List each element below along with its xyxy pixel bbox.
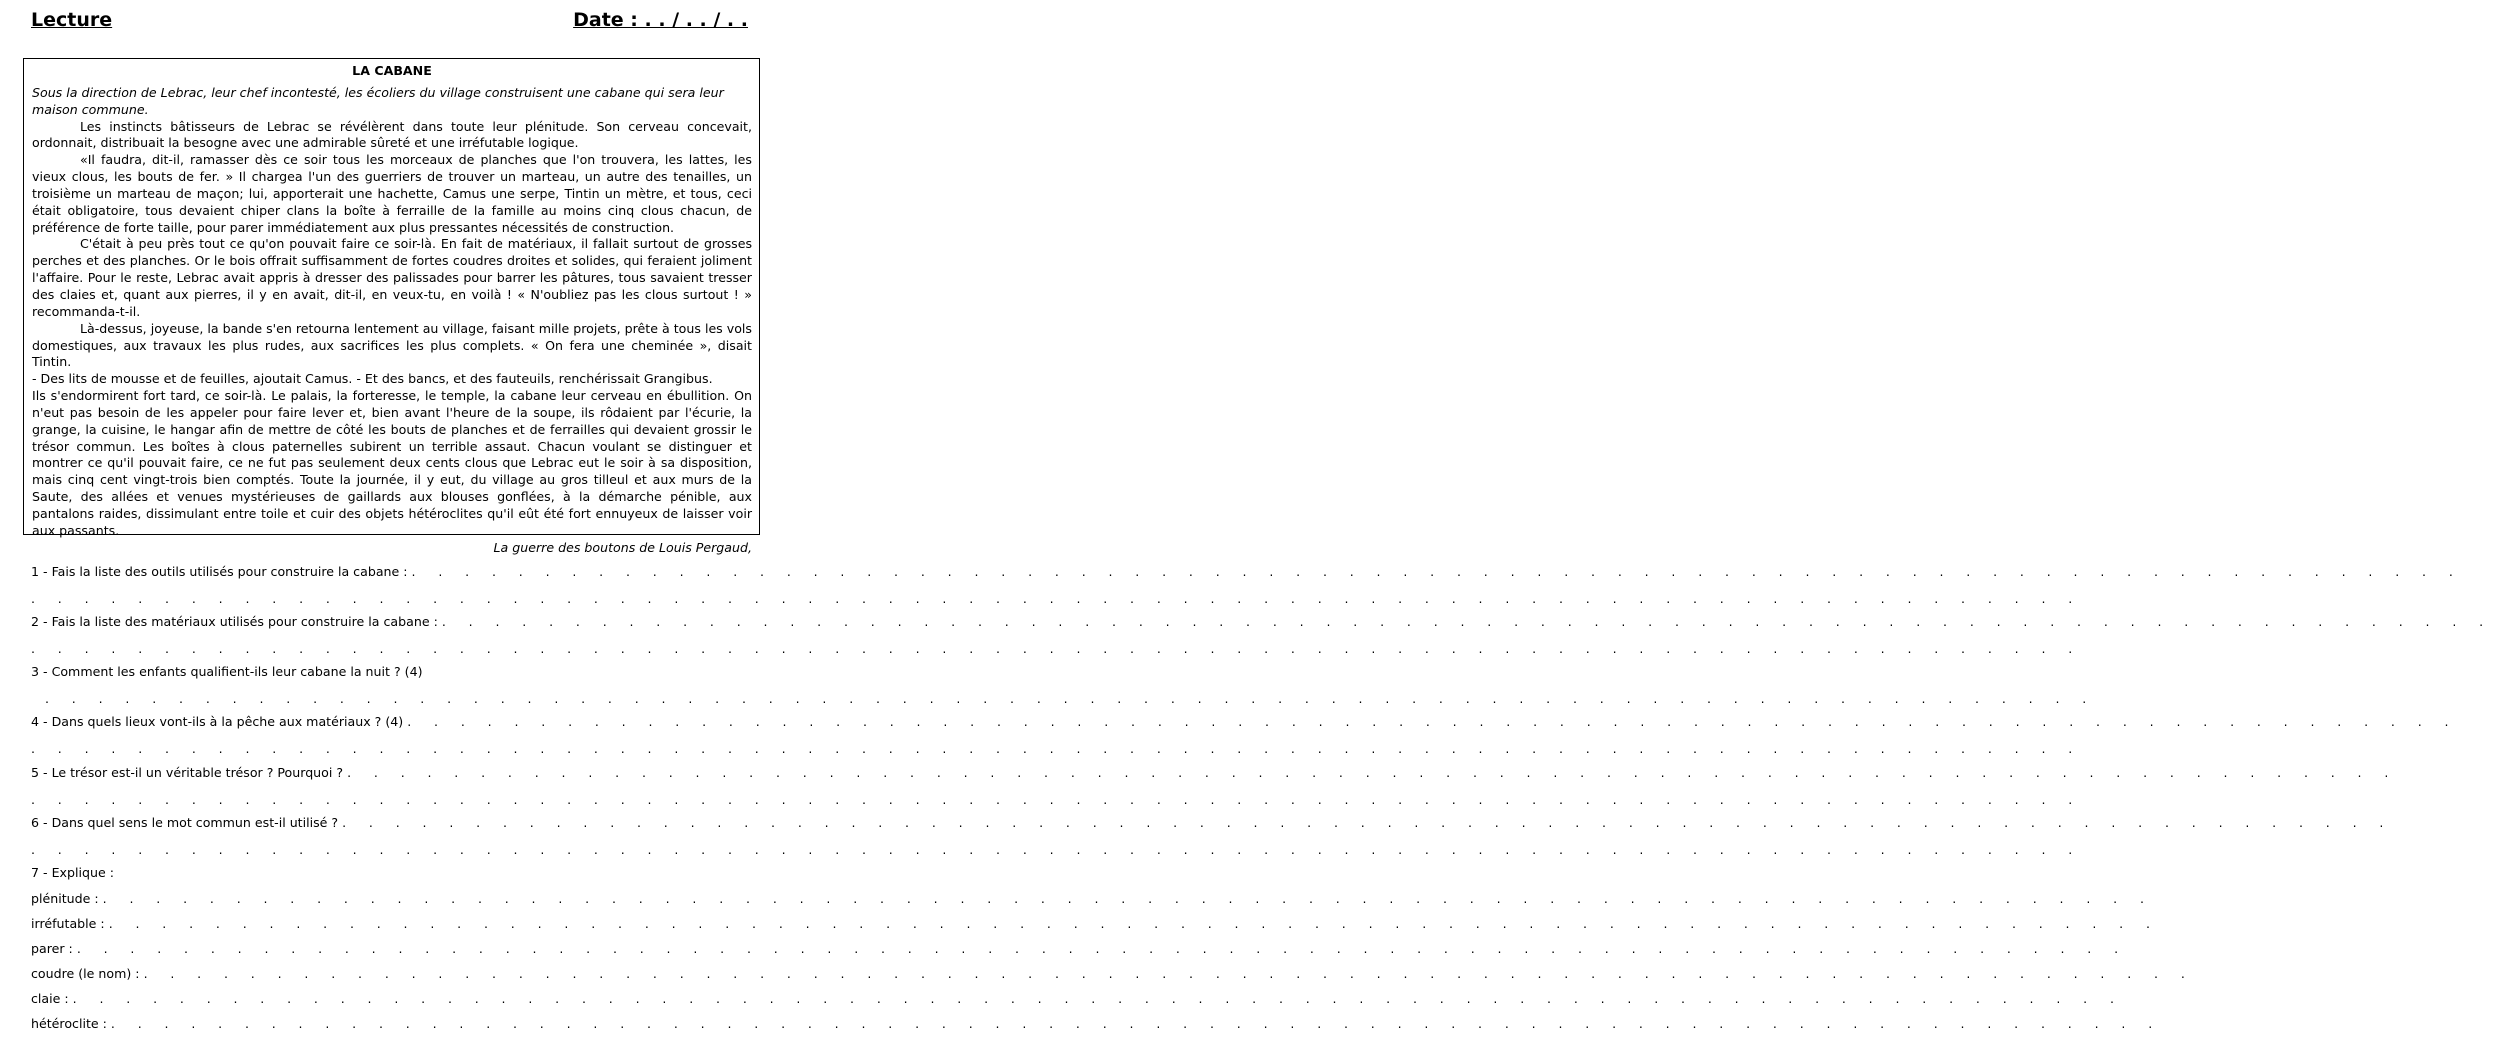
vocab-coudre	[31, 965, 2195, 983]
paragraph-6: Ils s'endormirent fort tard, ce soir-là. Le palais, la forteresse, le temple, la cabane leur cerveau en ébullition. On n'eut pas besoin de les appeler pour faire lever et, bien avant l'heure de la soupe, ils rôdaient par l'écurie, la grange, la cuisine, le hangar afin de mettre de côté les bouts de planches et de ferrailles qui devaient grossir le trésor commun. Les boîtes à clous paternelles subirent un terrible assaut. Chacun voulant se distinguer et montrer ce qu'il pouvait faire, ce ne fut pas seulement deux cents clous que Lebrac eut le soir à sa disposition, mais cinq cent vingt-trois bien comptés. Toute la journée, il y eut, du village au gros tilleul et aux murs de la Saute, des allées et venues mystérieuses de gaillards aux blouses gonflées, à la démarche pénible, aux pantalons raides, dissimulant entre toile et cuir des objets hétéroclites qu'il eût été fort ennuyeux de laisser voir aux passants.	[32, 388, 752, 538]
vocab-claie	[31, 990, 2124, 1008]
vocab-word: plénitude :	[31, 891, 99, 906]
answer-line[interactable]: . . . . . . . . . . . . . . . . . . . . . . . . . . . . . . . . . . . . . . . . . . . . . . . . . . . . . . . . . . . . . . . . . . . . . . . . . . . . .	[45, 691, 2096, 706]
vocab-plenitude	[31, 890, 2154, 908]
paragraph-5: - Des lits de mousse et de feuilles, ajoutait Camus. - Et des bancs, et des fauteuils, renchérissait Grangibus.	[32, 371, 713, 387]
answer-dots[interactable]: . . . . . . . . . . . . . . . . . . . . . . . . . . . . . . . . . . . . . . . . . . . . . . . . . . . . . . . . . . . . . . . . . . . . . . . . . . . . .	[72, 991, 2124, 1006]
question-1	[31, 563, 2463, 581]
text-source: La guerre des boutons de Louis Pergaud,	[493, 539, 752, 555]
answer-line[interactable]: . . . . . . . . . . . . . . . . . . . . . . . . . . . . . . . . . . . . . . . . . . . . . . . . . . . . . . . . . . . . . . . . . . . . . . . . . . . . .	[31, 591, 2082, 606]
question-text: 5 - Le trésor est-il un véritable trésor ? Pourquoi ?	[31, 765, 344, 780]
answer-dots[interactable]: . . . . . . . . . . . . . . . . . . . . . . . . . . . . . . . . . . . . . . . . . . . . . . . . . . . . . . . . . . . . . . . . . . . . . . . . . . . . .	[407, 714, 2458, 729]
paragraph-2: «Il faudra, dit-il, ramasser dès ce soir tous les morceaux de planches que l'on trouvera, les lattes, les vieux clous, les bouts de fer. » Il chargea l'un des guerriers de trouver un marteau, un autre des tenailles, un troisième un marteau de maçon; lui, apporterait une hachette, Camus une serpe, Tintin un mètre, et tous, ceci était obligatoire, tous devaient chiper clans la boîte à ferraille de la famille au moins cinq clous chacun, de préférence de forte taille, pour parer immédiatement aux plus pressantes nécessités de construction.	[32, 152, 752, 235]
question-text: 7 - Explique :	[31, 865, 114, 880]
answer-dots[interactable]: . . . . . . . . . . . . . . . . . . . . . . . . . . . . . . . . . . . . . . . . . . . . . . . . . . . . . . . . . . . . . . . . . . . . . . . . . . . . .	[143, 966, 2195, 981]
answer-dots[interactable]: . . . . . . . . . . . . . . . . . . . . . . . . . . . . . . . . . . . . . . . . . . . . . . . . . . . . . . . . . . . . . . . . . . . . . . . . . . . . .	[102, 891, 2154, 906]
answer-dots[interactable]: . . . . . . . . . . . . . . . . . . . . . . . . . . . . . . . . . . . . . . . . . . . . . . . . . . . . . . . . . . . . . . . . . . . . . . . . . . . . .	[342, 815, 2393, 830]
vocab-word: coudre (le nom) :	[31, 966, 140, 981]
paragraph-4: Là-dessus, joyeuse, la bande s'en retourna lentement au village, faisant mille projets, prête à tous les vols domestiques, aux travaux les plus rudes, aux sacrifices les plus complets. « On fera une cheminée », disait Tintin.	[32, 320, 752, 370]
answer-dots[interactable]: . . . . . . . . . . . . . . . . . . . . . . . . . . . . . . . . . . . . . . . . . . . . . . . . . . . . . . . . . . . . . . . . . . . . . . . . . . . . .	[110, 1016, 2162, 1031]
question-text: 4 - Dans quels lieux vont-ils à la pêche aux matériaux ? (4)	[31, 714, 404, 729]
answer-dots[interactable]: . . . . . . . . . . . . . . . . . . . . . . . . . . . . . . . . . . . . . . . . . . . . . . . . . . . . . . . . . . . . . . . . . . . . . . . . . . . . .	[347, 765, 2398, 780]
question-text: 3 - Comment les enfants qualifient-ils leur cabane la nuit ? (4)	[31, 664, 423, 679]
question-6	[31, 814, 2393, 832]
text-intro: Sous la direction de Lebrac, leur chef incontesté, les écoliers du village construisent une cabane qui sera leur maison commune.	[32, 84, 724, 117]
question-5	[31, 764, 2398, 782]
date-field: Date : . . / . . / . .	[573, 9, 748, 31]
vocab-word: irréfutable :	[31, 916, 105, 931]
answer-line[interactable]: . . . . . . . . . . . . . . . . . . . . . . . . . . . . . . . . . . . . . . . . . . . . . . . . . . . . . . . . . . . . . . . . . . . . . . . . . . . . .	[31, 641, 2082, 656]
vocab-word: parer :	[31, 941, 73, 956]
question-7	[31, 864, 756, 882]
question-text: 2 - Fais la liste des matériaux utilisés pour construire la cabane :	[31, 614, 438, 629]
question-3	[31, 663, 756, 681]
answer-line[interactable]: . . . . . . . . . . . . . . . . . . . . . . . . . . . . . . . . . . . . . . . . . . . . . . . . . . . . . . . . . . . . . . . . . . . . . . . . . . . . .	[31, 792, 2082, 807]
paragraph-1: Les instincts bâtisseurs de Lebrac se révélèrent dans toute leur plénitude. Son cerveau concevait, ordonnait, distribuait la besogne avec une admirable sûreté et une irréfutable logique.	[32, 118, 752, 151]
question-4	[31, 713, 2458, 731]
vocab-word: hétéroclite :	[31, 1016, 107, 1031]
vocab-parer	[31, 940, 2128, 958]
answer-dots[interactable]: . . . . . . . . . . . . . . . . . . . . . . . . . . . . . . . . . . . . . . . . . . . . . . . . . . . . . . . . . . . . . . . . . . . . . . . . . . . . .	[411, 564, 2463, 579]
vocab-irrefutable	[31, 915, 2160, 933]
reading-text-box	[23, 58, 760, 555]
paragraph-3: C'était à peu près tout ce qu'on pouvait faire ce soir-là. En fait de matériaux, il fallait surtout de grosses perches et des planches. Or le bois offrait suffisamment de fortes coudres droites et solides, qui feraient joliment l'affaire. Pour le reste, Lebrac avait appris à dresser des palissades pour barrer les pâtures, tous savaient tresser des claies et, quant aux pierres, il y en avait, dit-il, en veux-tu, en voilà ! « N'oubliez pas les clous surtout ! » recommanda-t-il.	[32, 236, 752, 319]
question-2	[31, 613, 2493, 631]
answer-dots[interactable]: . . . . . . . . . . . . . . . . . . . . . . . . . . . . . . . . . . . . . . . . . . . . . . . . . . . . . . . . . . . . . . . . . . . . . . . . . . . . .	[108, 916, 2160, 931]
question-text: 6 - Dans quel sens le mot commun est-il utilisé ?	[31, 815, 339, 830]
vocab-heteroclite	[31, 1015, 2162, 1033]
text-title: LA CABANE	[352, 63, 432, 78]
answer-line[interactable]: . . . . . . . . . . . . . . . . . . . . . . . . . . . . . . . . . . . . . . . . . . . . . . . . . . . . . . . . . . . . . . . . . . . . . . . . . . . . .	[31, 741, 2082, 756]
answer-line[interactable]: . . . . . . . . . . . . . . . . . . . . . . . . . . . . . . . . . . . . . . . . . . . . . . . . . . . . . . . . . . . . . . . . . . . . . . . . . . . . .	[31, 842, 2082, 857]
page-title: Lecture	[31, 9, 113, 31]
answer-dots[interactable]: . . . . . . . . . . . . . . . . . . . . . . . . . . . . . . . . . . . . . . . . . . . . . . . . . . . . . . . . . . . . . . . . . . . . . . . . . . . . .	[441, 614, 2493, 629]
question-text: 1 - Fais la liste des outils utilisés pour construire la cabane :	[31, 564, 408, 579]
answer-dots[interactable]: . . . . . . . . . . . . . . . . . . . . . . . . . . . . . . . . . . . . . . . . . . . . . . . . . . . . . . . . . . . . . . . . . . . . . . . . . . . . .	[76, 941, 2128, 956]
vocab-word: claie :	[31, 991, 69, 1006]
